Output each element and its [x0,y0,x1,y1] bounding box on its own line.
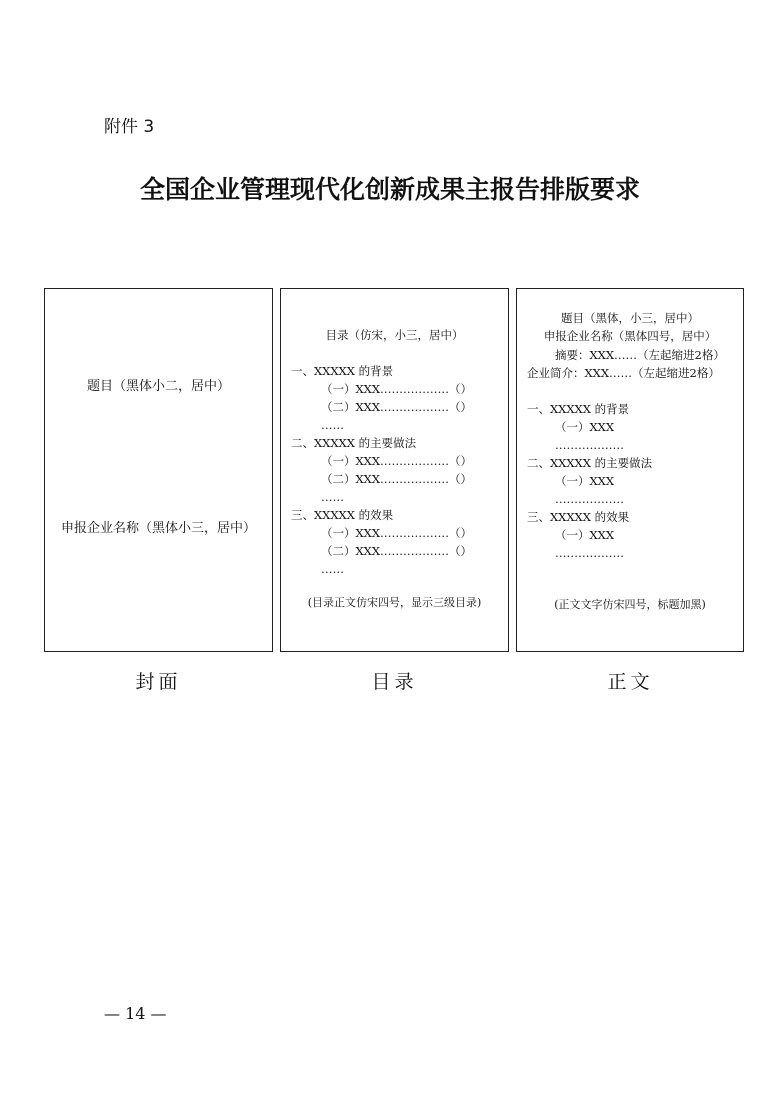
toc-line: （一）XXX………………（） [321,526,473,540]
toc-note: (目录正文仿宋四号，显示三级目录) [307,596,482,609]
body-abstract-spec: 摘要：XXX……（左起缩进2格） [555,348,725,362]
body-heading-title-spec: 题目（黑体，小三，居中） [561,311,699,325]
cover-caption: 封面 [135,671,182,693]
body-line: 一、XXXXX 的背景 [527,402,630,416]
toc-line: （一）XXX………………（） [321,382,473,396]
toc-line: 二、XXXXX 的主要做法 [291,436,417,450]
toc-line: …… [321,562,344,576]
toc-line: （一）XXX………………（） [321,454,473,468]
toc-line: …… [321,418,344,432]
body-line: （一）XXX [555,474,615,488]
page-number: — 14 — [104,1004,167,1023]
body-layout-box [516,288,744,652]
body-line: 二、XXXXX 的主要做法 [527,456,653,470]
body-heading-company-spec: 申报企业名称（黑体四号，居中） [543,329,717,343]
toc-line: （二）XXX………………（） [321,544,473,558]
cover-title-spec: 题目（黑体小二，居中） [86,379,230,394]
cover-layout-box [44,288,273,652]
body-intro-spec: 企业简介：XXX……（左起缩进2格） [527,366,720,380]
toc-line: 三、XXXXX 的效果 [291,508,394,522]
toc-line: （二）XXX………………（） [321,400,473,414]
body-note: (正文文字仿宋四号，标题加黑) [554,598,706,611]
body-line: （一）XXX [555,528,615,542]
body-line: ……………… [555,438,624,452]
toc-line: 一、XXXXX 的背景 [291,364,394,378]
cover-company-spec: 申报企业名称（黑体小三，居中） [60,521,256,536]
body-line: ……………… [555,546,624,560]
toc-heading-spec: 目录（仿宋，小三，居中） [325,328,464,342]
toc-caption: 目录 [371,671,418,693]
toc-line: …… [321,490,344,504]
body-line: ……………… [555,492,624,506]
body-line: 三、XXXXX 的效果 [527,510,630,524]
attachment-label: 附件 3 [104,117,155,137]
body-caption: 正文 [607,671,654,693]
document-title: 全国企业管理现代化创新成果主报告排版要求 [139,175,640,204]
body-line: （一）XXX [555,420,615,434]
toc-layout-box [280,288,509,652]
toc-line: （二）XXX………………（） [321,472,473,486]
